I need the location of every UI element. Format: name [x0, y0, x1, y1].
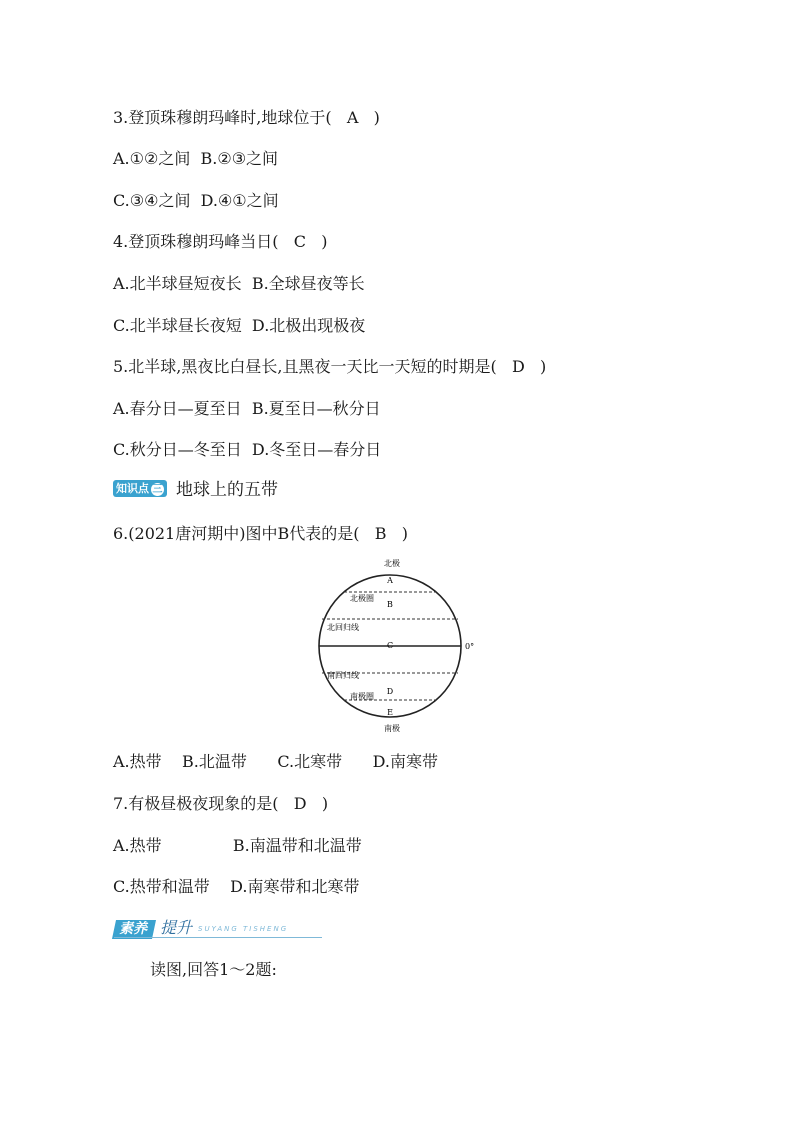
question-3-options-ab: A.①②之间 B.②③之间 [113, 149, 279, 168]
question-6-options: A.热带 B.北温带 C.北寒带 D.南寒带 [113, 752, 438, 771]
knowledge-point-badge [113, 480, 167, 497]
question-7-options-ab: A.热带 B.南温带和北温带 [113, 836, 362, 855]
zone-d-label: D [386, 687, 394, 696]
suyang-label: 素养 [112, 920, 156, 939]
south-pole-label: 南极 [384, 724, 400, 733]
arctic-circle-label: 北极圈 [350, 594, 374, 603]
question-3-options-cd: C.③④之间 D.④①之间 [113, 191, 279, 210]
five-zones-diagram [300, 555, 500, 735]
question-5-options-cd: C.秋分日—冬至日 D.冬至日—春分日 [113, 440, 382, 459]
antarctic-circle-label: 南极圈 [350, 692, 374, 701]
zone-b-label: B [387, 600, 393, 609]
zone-e-label: E [387, 708, 393, 717]
equator-degree-label: 0° [465, 642, 475, 651]
question-3: 3.登顶珠穆朗玛峰时,地球位于( A ) [113, 108, 380, 127]
suyang-section-header [114, 918, 288, 938]
zone-c-label: C [386, 641, 394, 650]
suyang-title: 提升 [160, 918, 193, 937]
instruction-text: 读图,回答1～2题: [150, 960, 277, 979]
suyang-underline [114, 937, 322, 938]
north-pole-label: 北极 [384, 559, 400, 568]
tropic-of-cancer-label: 北回归线 [327, 623, 359, 632]
question-4: 4.登顶珠穆朗玛峰当日( C ) [113, 232, 328, 251]
section-title: 地球上的五带 [176, 480, 278, 500]
question-4-options-ab: A.北半球昼短夜长 B.全球昼夜等长 [113, 274, 365, 293]
knowledge-point-number: 三 [152, 484, 163, 495]
suyang-pinyin: SUYANG TISHENG [198, 925, 289, 933]
question-4-options-cd: C.北半球昼长夜短 D.北极出现极夜 [113, 316, 366, 335]
tropic-of-capricorn-label: 南回归线 [327, 671, 359, 680]
question-7-options-cd: C.热带和温带 D.南寒带和北寒带 [113, 877, 360, 896]
zone-a-label: A [387, 576, 393, 585]
question-5-options-ab: A.春分日—夏至日 B.夏至日—秋分日 [113, 399, 381, 418]
knowledge-point-label: 知识点 [116, 482, 149, 495]
question-6: 6.(2021唐河期中)图中B代表的是( B ) [113, 524, 408, 543]
question-7: 7.有极昼极夜现象的是( D ) [113, 794, 329, 813]
question-5: 5.北半球,黑夜比白昼长,且黑夜一天比一天短的时期是( D ) [113, 357, 547, 376]
